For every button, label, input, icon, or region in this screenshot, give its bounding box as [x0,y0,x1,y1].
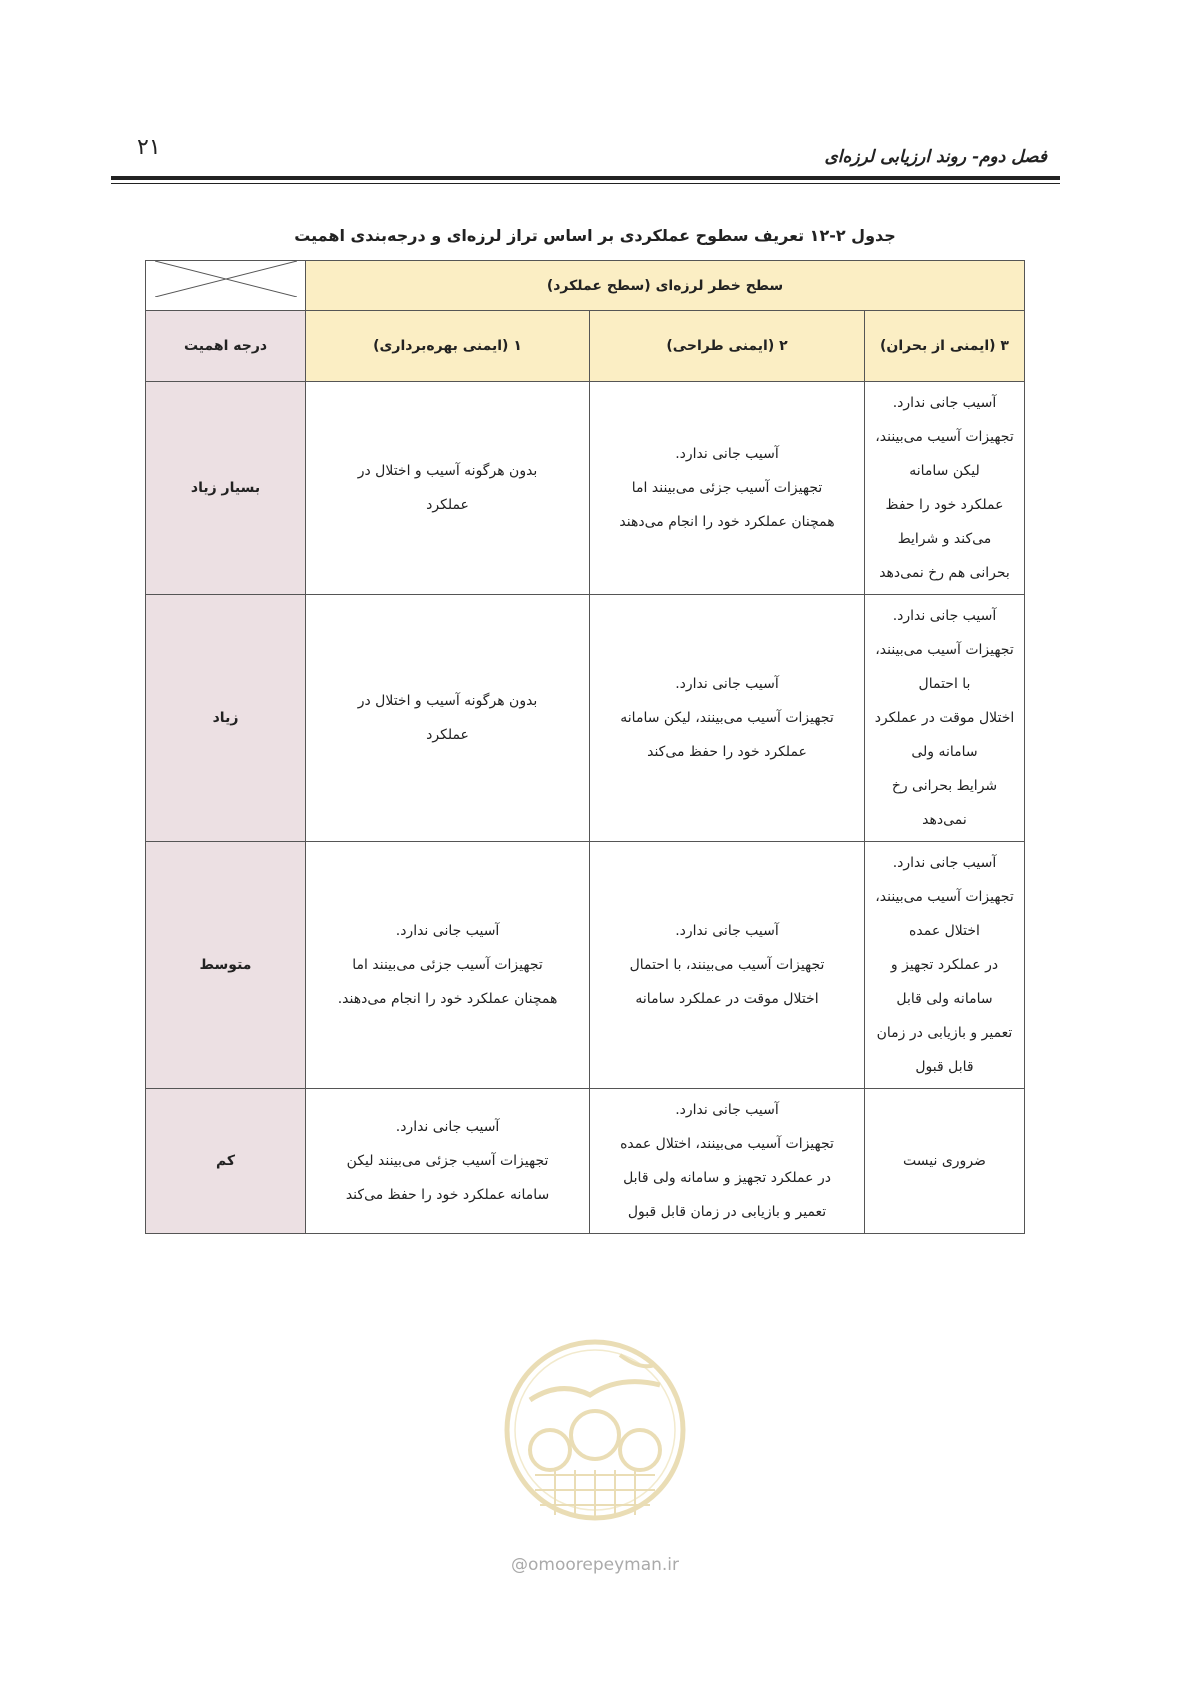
cell-line: تجهیزات آسیب می‌بینند، با احتمال [629,957,825,973]
diagonal-cross-icon [155,261,297,297]
cell-line: تجهیزات آسیب می‌بینند، با احتمال [875,642,1014,692]
cell-line: تجهیزات آسیب جزئی می‌بینند لیکن [346,1153,549,1169]
cell-line: اختلال موقت در عملکرد سامانه ولی [874,710,1015,760]
cell-line: شرایط بحرانی رخ نمی‌دهد [891,778,998,828]
cell-line: آسیب جانی ندارد. [675,676,779,692]
cell-line: بدون هرگونه آسیب و اختلال در [357,463,538,479]
table-row [146,1089,1025,1234]
cell-line: عملکرد خود را حفظ می‌کند و شرایط [885,497,1004,547]
cell-line: عملکرد [426,727,469,743]
cell-line: اختلال موقت در عملکرد سامانه [635,991,819,1007]
watermark-url: @omoorepeyman.ir [510,1555,680,1575]
cell-line: همچنان عملکرد خود را انجام می‌دهند [619,514,835,530]
cell-line: تعمیر و بازیابی در زمان قابل قبول [627,1204,827,1220]
cell-line: تجهیزات آسیب می‌بینند، لیکن سامانه [875,429,1014,479]
cell-line: آسیب جانی ندارد. [675,446,779,462]
level-1-cell [306,842,590,1089]
level-1-cell [306,1089,590,1234]
performance-table [145,260,1025,1234]
importance-grade-cell: زیاد [146,595,306,842]
diagonal-cell [146,261,306,311]
level-2-header: ۲ (ایمنی طراحی) [590,311,865,382]
cell-line: تجهیزات آسیب می‌بینند، لیکن سامانه [620,710,834,726]
watermark-seal-icon [490,1325,700,1565]
level-1-cell [306,595,590,842]
cell-line: بدون هرگونه آسیب و اختلال در [357,693,538,709]
cell-line: عملکرد خود را حفظ می‌کند [647,744,807,760]
level-3-cell [864,842,1024,1089]
cell-line: آسیب جانی ندارد. [675,923,779,939]
cell-line: آسیب جانی ندارد. [892,395,997,411]
level-3-header: ۳ (ایمنی از بحران) [864,311,1024,382]
header-rule-thin [111,183,1060,184]
level-1-cell [306,382,590,595]
cell-line: آسیب جانی ندارد. [675,1102,779,1118]
importance-grade-cell: متوسط [146,842,306,1089]
table-row [146,382,1025,595]
cell-line: تجهیزات آسیب می‌بینند، اختلال عمده [875,889,1014,939]
cell-line: سامانه عملکرد خود را حفظ می‌کند [345,1187,550,1203]
cell-line: تجهیزات آسیب جزئی می‌بینند اما [631,480,823,496]
watermark-logo [490,1325,700,1565]
level-3-cell [864,595,1024,842]
importance-grade-header: درجه اهمیت [146,311,306,382]
level-1-header: ۱ (ایمنی بهره‌برداری) [306,311,590,382]
table-body [146,382,1025,1234]
importance-grade-cell: کم [146,1089,306,1234]
hazard-level-header: سطح خطر لرزه‌ای (سطح عملکرد) [306,261,1025,311]
cell-line: آسیب جانی ندارد. [395,1119,500,1135]
cell-line: آسیب جانی ندارد. [892,608,997,624]
cell-line: در عملکرد تجهیز و سامانه ولی قابل [890,957,999,1007]
level-2-cell [590,1089,865,1234]
level-3-cell [864,1089,1024,1234]
cell-line: تجهیزات آسیب جزئی می‌بینند اما [352,957,543,973]
cell-line: تعمیر و بازیابی در زمان قابل قبول [876,1025,1013,1075]
cell-line: عملکرد [426,497,469,513]
cell-line: ضروری نیست [903,1153,986,1169]
cell-line: همچنان عملکرد خود را انجام می‌دهند. [337,991,558,1007]
level-2-cell [590,595,865,842]
header-rule-thick [111,176,1060,180]
level-2-cell [590,382,865,595]
cell-line: در عملکرد تجهیز و سامانه ولی قابل [623,1170,831,1186]
table-row [146,595,1025,842]
page-number: ۲۱ [137,135,161,160]
level-3-cell [864,382,1024,595]
running-title: فصل دوم- روند ارزیابی لرزه‌ای [824,147,1047,167]
cell-line: بحرانی هم رخ نمی‌دهد [879,565,1010,581]
cell-line: تجهیزات آسیب می‌بینند، اختلال عمده [620,1136,834,1152]
cell-line: آسیب جانی ندارد. [892,855,997,871]
table-caption: جدول ۲-۱۲ تعریف سطوح عملکردی بر اساس تراز لرزه‌ای و درجه‌بندی اهمیت [294,226,896,245]
level-2-cell [590,842,865,1089]
table-row [146,842,1025,1089]
importance-grade-cell: بسیار زیاد [146,382,306,595]
cell-line: آسیب جانی ندارد. [395,923,500,939]
